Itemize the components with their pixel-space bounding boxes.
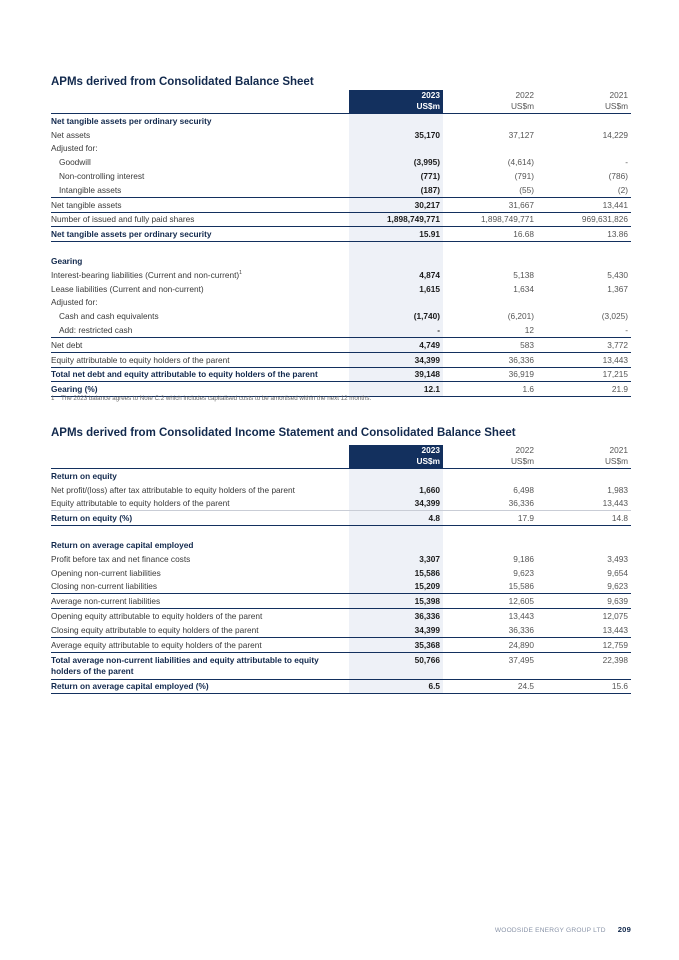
table-row (51, 566, 631, 580)
row-label: Return on equity (%) (51, 511, 349, 526)
value-2022: 36,919 (443, 367, 537, 382)
value-2021: 13,443 (537, 352, 631, 367)
value-2023 (349, 242, 443, 255)
value-2021: 13.86 (537, 227, 631, 242)
value-2023: (1,740) (349, 309, 443, 323)
value-2021: 969,631,826 (537, 212, 631, 227)
table-row (51, 580, 631, 594)
row-label: Net tangible assets per ordinary security (51, 227, 349, 242)
table-row (51, 511, 631, 526)
row-label: Intangible assets (59, 184, 122, 195)
value-2023: 15,586 (349, 566, 443, 580)
value-2021 (537, 242, 631, 255)
value-2021: - (625, 325, 628, 336)
balance-sheet-table (51, 90, 631, 397)
table-row (51, 679, 631, 694)
value-2021 (537, 254, 631, 268)
header-2021: 2021 US$m (537, 445, 631, 469)
table-row (51, 594, 631, 609)
header-blank (51, 445, 349, 469)
value-2021: (3,025) (601, 311, 628, 322)
value-2021: 9,623 (607, 581, 628, 592)
value-2021: 1,367 (607, 283, 628, 294)
value-2022: 12,605 (443, 594, 537, 609)
value-2021: 13,443 (537, 497, 631, 511)
header-2023: 2023 US$m (349, 90, 443, 114)
value-2023: 4,749 (349, 337, 443, 352)
value-2022: 1,898,749,771 (443, 212, 537, 227)
value-2023 (349, 254, 443, 268)
table-row (51, 282, 631, 296)
value-2021 (537, 114, 631, 128)
value-2023: 15.91 (349, 227, 443, 242)
row-label: Total net debt and equity attributable to equity holders of the parent (51, 367, 349, 382)
table-row (51, 483, 631, 497)
value-2022: 1.6 (443, 382, 537, 397)
value-2022: 5,138 (513, 269, 534, 280)
table-row (51, 268, 631, 282)
value-2022: 36,336 (443, 352, 537, 367)
table-row (51, 352, 631, 367)
table-row (51, 469, 631, 483)
table-row (51, 242, 631, 255)
table-row (51, 497, 631, 511)
page-footer (495, 925, 631, 934)
value-2022: (791) (514, 171, 534, 182)
row-label: Closing non-current liabilities (51, 581, 158, 592)
value-2022 (443, 114, 537, 128)
header-2021: 2021 US$m (537, 90, 631, 114)
value-2021: 12,075 (537, 609, 631, 623)
table-row (51, 296, 631, 310)
value-2023 (349, 296, 443, 310)
value-2021: 3,772 (537, 337, 631, 352)
value-2021: 14.8 (537, 511, 631, 526)
row-label: Average equity attributable to equity holders of the parent (51, 637, 349, 652)
value-2023: (771) (349, 169, 443, 183)
table-row (51, 197, 631, 212)
table-row (51, 652, 631, 679)
value-2023: 35,170 (349, 128, 443, 142)
value-2021: - (625, 157, 628, 168)
value-2022: (6,201) (507, 311, 534, 322)
value-2023: 4.8 (349, 511, 443, 526)
value-2022: 583 (443, 337, 537, 352)
company-name: WOODSIDE ENERGY GROUP LTD (494, 927, 606, 934)
table-row (51, 142, 631, 156)
value-2022: 24.5 (443, 679, 537, 694)
row-label: Opening non-current liabilities (51, 567, 161, 578)
row-label: Opening equity attributable to equity holders of the parent (51, 609, 349, 623)
row-label: Interest-bearing liabilities (Current and non-current)$^1$ (51, 269, 242, 280)
value-2023 (349, 526, 443, 539)
row-label: Gearing (%) (51, 382, 349, 397)
row-label: Total average non-current liabilities and equity attributable to equity holders of the parent (51, 652, 349, 679)
value-2022 (443, 526, 537, 539)
row-label: Adjusted for: (51, 297, 98, 308)
table-row (51, 552, 631, 566)
row-label: Adjusted for: (51, 143, 98, 154)
value-2022: 31,667 (443, 197, 537, 212)
value-2022 (443, 254, 537, 268)
value-2021: 17,215 (537, 367, 631, 382)
value-2023: 39,148 (349, 367, 443, 382)
income-statement-table (51, 445, 631, 694)
footnote (51, 395, 371, 402)
value-2021: 5,430 (607, 269, 628, 280)
value-2023 (349, 142, 443, 156)
value-2021: 9,654 (607, 567, 628, 578)
header-blank (51, 90, 349, 114)
value-2022: 1,634 (513, 283, 534, 294)
value-2022: 12 (524, 325, 534, 336)
value-2022: 13,443 (443, 609, 537, 623)
value-2021: 9,639 (537, 594, 631, 609)
value-2023: 12.1 (349, 382, 443, 397)
value-2023: 1,660 (349, 483, 443, 497)
value-2023: 6.5 (349, 679, 443, 694)
value-2022: 36,336 (443, 497, 537, 511)
value-2021: 13,443 (602, 624, 628, 635)
table-row (51, 623, 631, 637)
table-row (51, 337, 631, 352)
income-statement-title: APMs derived from Consolidated Income Statement and Consolidated Balance Sheet (51, 427, 516, 439)
balance-sheet-title: APMs derived from Consolidated Balance Sheet (51, 76, 314, 88)
value-2021: (786) (608, 171, 628, 182)
row-label: Return on average capital employed (51, 540, 194, 551)
value-2023: 34,399 (349, 497, 443, 511)
value-2022: 37,127 (508, 129, 534, 140)
row-label: Net assets (51, 129, 91, 140)
value-2021: 14,229 (602, 129, 628, 140)
table-row (51, 254, 631, 268)
row-label: Equity attributable to equity holders of the parent (51, 497, 349, 511)
value-2022: 9,623 (513, 567, 534, 578)
value-2021: 22,398 (537, 652, 631, 679)
table-row (51, 155, 631, 169)
table-row (51, 367, 631, 382)
footnote-number: 1 (51, 395, 55, 402)
value-2023: 50,766 (349, 652, 443, 679)
value-2023: 34,399 (349, 623, 443, 637)
table-row (51, 212, 631, 227)
value-2021 (537, 538, 631, 552)
value-2022 (443, 538, 537, 552)
row-label: Non-controlling interest (59, 171, 145, 182)
header-2022: 2022 US$m (443, 90, 537, 114)
row-label: Number of issued and fully paid shares (51, 212, 349, 227)
row-label: Goodwill (59, 157, 91, 168)
value-2023: 30,217 (349, 197, 443, 212)
value-2022: 9,186 (513, 553, 534, 564)
header-2023: 2023 US$m (349, 445, 443, 469)
footnote-text: The 2023 balance agrees to Note C.2 which includes capitalised costs to be amortised within the next 12 months. (61, 395, 372, 402)
value-2022: 36,336 (508, 624, 534, 635)
table-row (51, 309, 631, 323)
row-label: Net tangible assets (51, 197, 349, 212)
value-2021: 3,493 (607, 553, 628, 564)
value-2022: (4,614) (507, 157, 534, 168)
value-2023 (349, 469, 443, 483)
value-2023: 34,399 (349, 352, 443, 367)
value-2022 (443, 469, 537, 483)
value-2021: (2) (617, 184, 628, 195)
row-label: Return on equity (51, 470, 117, 481)
table-row (51, 637, 631, 652)
row-label: Net debt (51, 337, 349, 352)
value-2022 (443, 296, 537, 310)
value-2023: 3,307 (349, 552, 443, 566)
value-2023 (349, 538, 443, 552)
value-2021: 15.6 (537, 679, 631, 694)
table-row (51, 114, 631, 128)
value-2022 (443, 242, 537, 255)
table-row (51, 128, 631, 142)
row-label: Net profit/(loss) after tax attributable to equity holders of the parent (51, 484, 295, 495)
value-2021: 13,441 (537, 197, 631, 212)
row-label: Profit before tax and net finance costs (51, 553, 191, 564)
table-row (51, 169, 631, 183)
value-2022: 17.9 (443, 511, 537, 526)
value-2022: 6,498 (513, 484, 534, 495)
row-label: Cash and cash equivalents (59, 311, 159, 322)
value-2022: (55) (519, 184, 534, 195)
value-2022 (443, 142, 537, 156)
value-2023: 15,398 (349, 594, 443, 609)
row-label: Average non-current liabilities (51, 594, 349, 609)
value-2021 (537, 296, 631, 310)
value-2021 (537, 469, 631, 483)
table-row (51, 323, 631, 337)
value-2021: 12,759 (537, 637, 631, 652)
header-2022: 2022 US$m (443, 445, 537, 469)
row-label: Add: restricted cash (59, 325, 133, 336)
row-label: Net tangible assets per ordinary security (51, 115, 212, 126)
value-2023 (349, 114, 443, 128)
row-label (51, 526, 349, 539)
page-number: 209 (617, 925, 631, 934)
value-2021: 21.9 (537, 382, 631, 397)
row-label (51, 242, 349, 255)
row-label: Return on average capital employed (%) (51, 679, 349, 694)
value-2023: 1,898,749,771 (349, 212, 443, 227)
value-2022: 24,890 (443, 637, 537, 652)
value-2021: 1,983 (607, 484, 628, 495)
value-2023: (187) (349, 183, 443, 197)
table-row (51, 609, 631, 623)
value-2022: 37,495 (443, 652, 537, 679)
value-2021 (537, 526, 631, 539)
table-row (51, 526, 631, 539)
value-2022: 15,586 (508, 581, 534, 592)
value-2023: 4,874 (349, 268, 443, 282)
row-label: Gearing (51, 256, 83, 267)
footnote-ref: 1 (239, 270, 242, 277)
row-label: Closing equity attributable to equity holders of the parent (51, 624, 259, 635)
table-row (51, 227, 631, 242)
value-2021 (537, 142, 631, 156)
value-2023: 35,368 (349, 637, 443, 652)
table-row (51, 183, 631, 197)
row-label: Equity attributable to equity holders of the parent (51, 352, 349, 367)
value-2023: - (349, 323, 443, 337)
row-label: Lease liabilities (Current and non-current) (51, 283, 204, 294)
value-2023: 1,615 (349, 282, 443, 296)
table-row (51, 538, 631, 552)
value-2023: 36,336 (349, 609, 443, 623)
value-2023: (3,995) (349, 155, 443, 169)
value-2023: 15,209 (349, 580, 443, 594)
value-2022: 16.68 (443, 227, 537, 242)
